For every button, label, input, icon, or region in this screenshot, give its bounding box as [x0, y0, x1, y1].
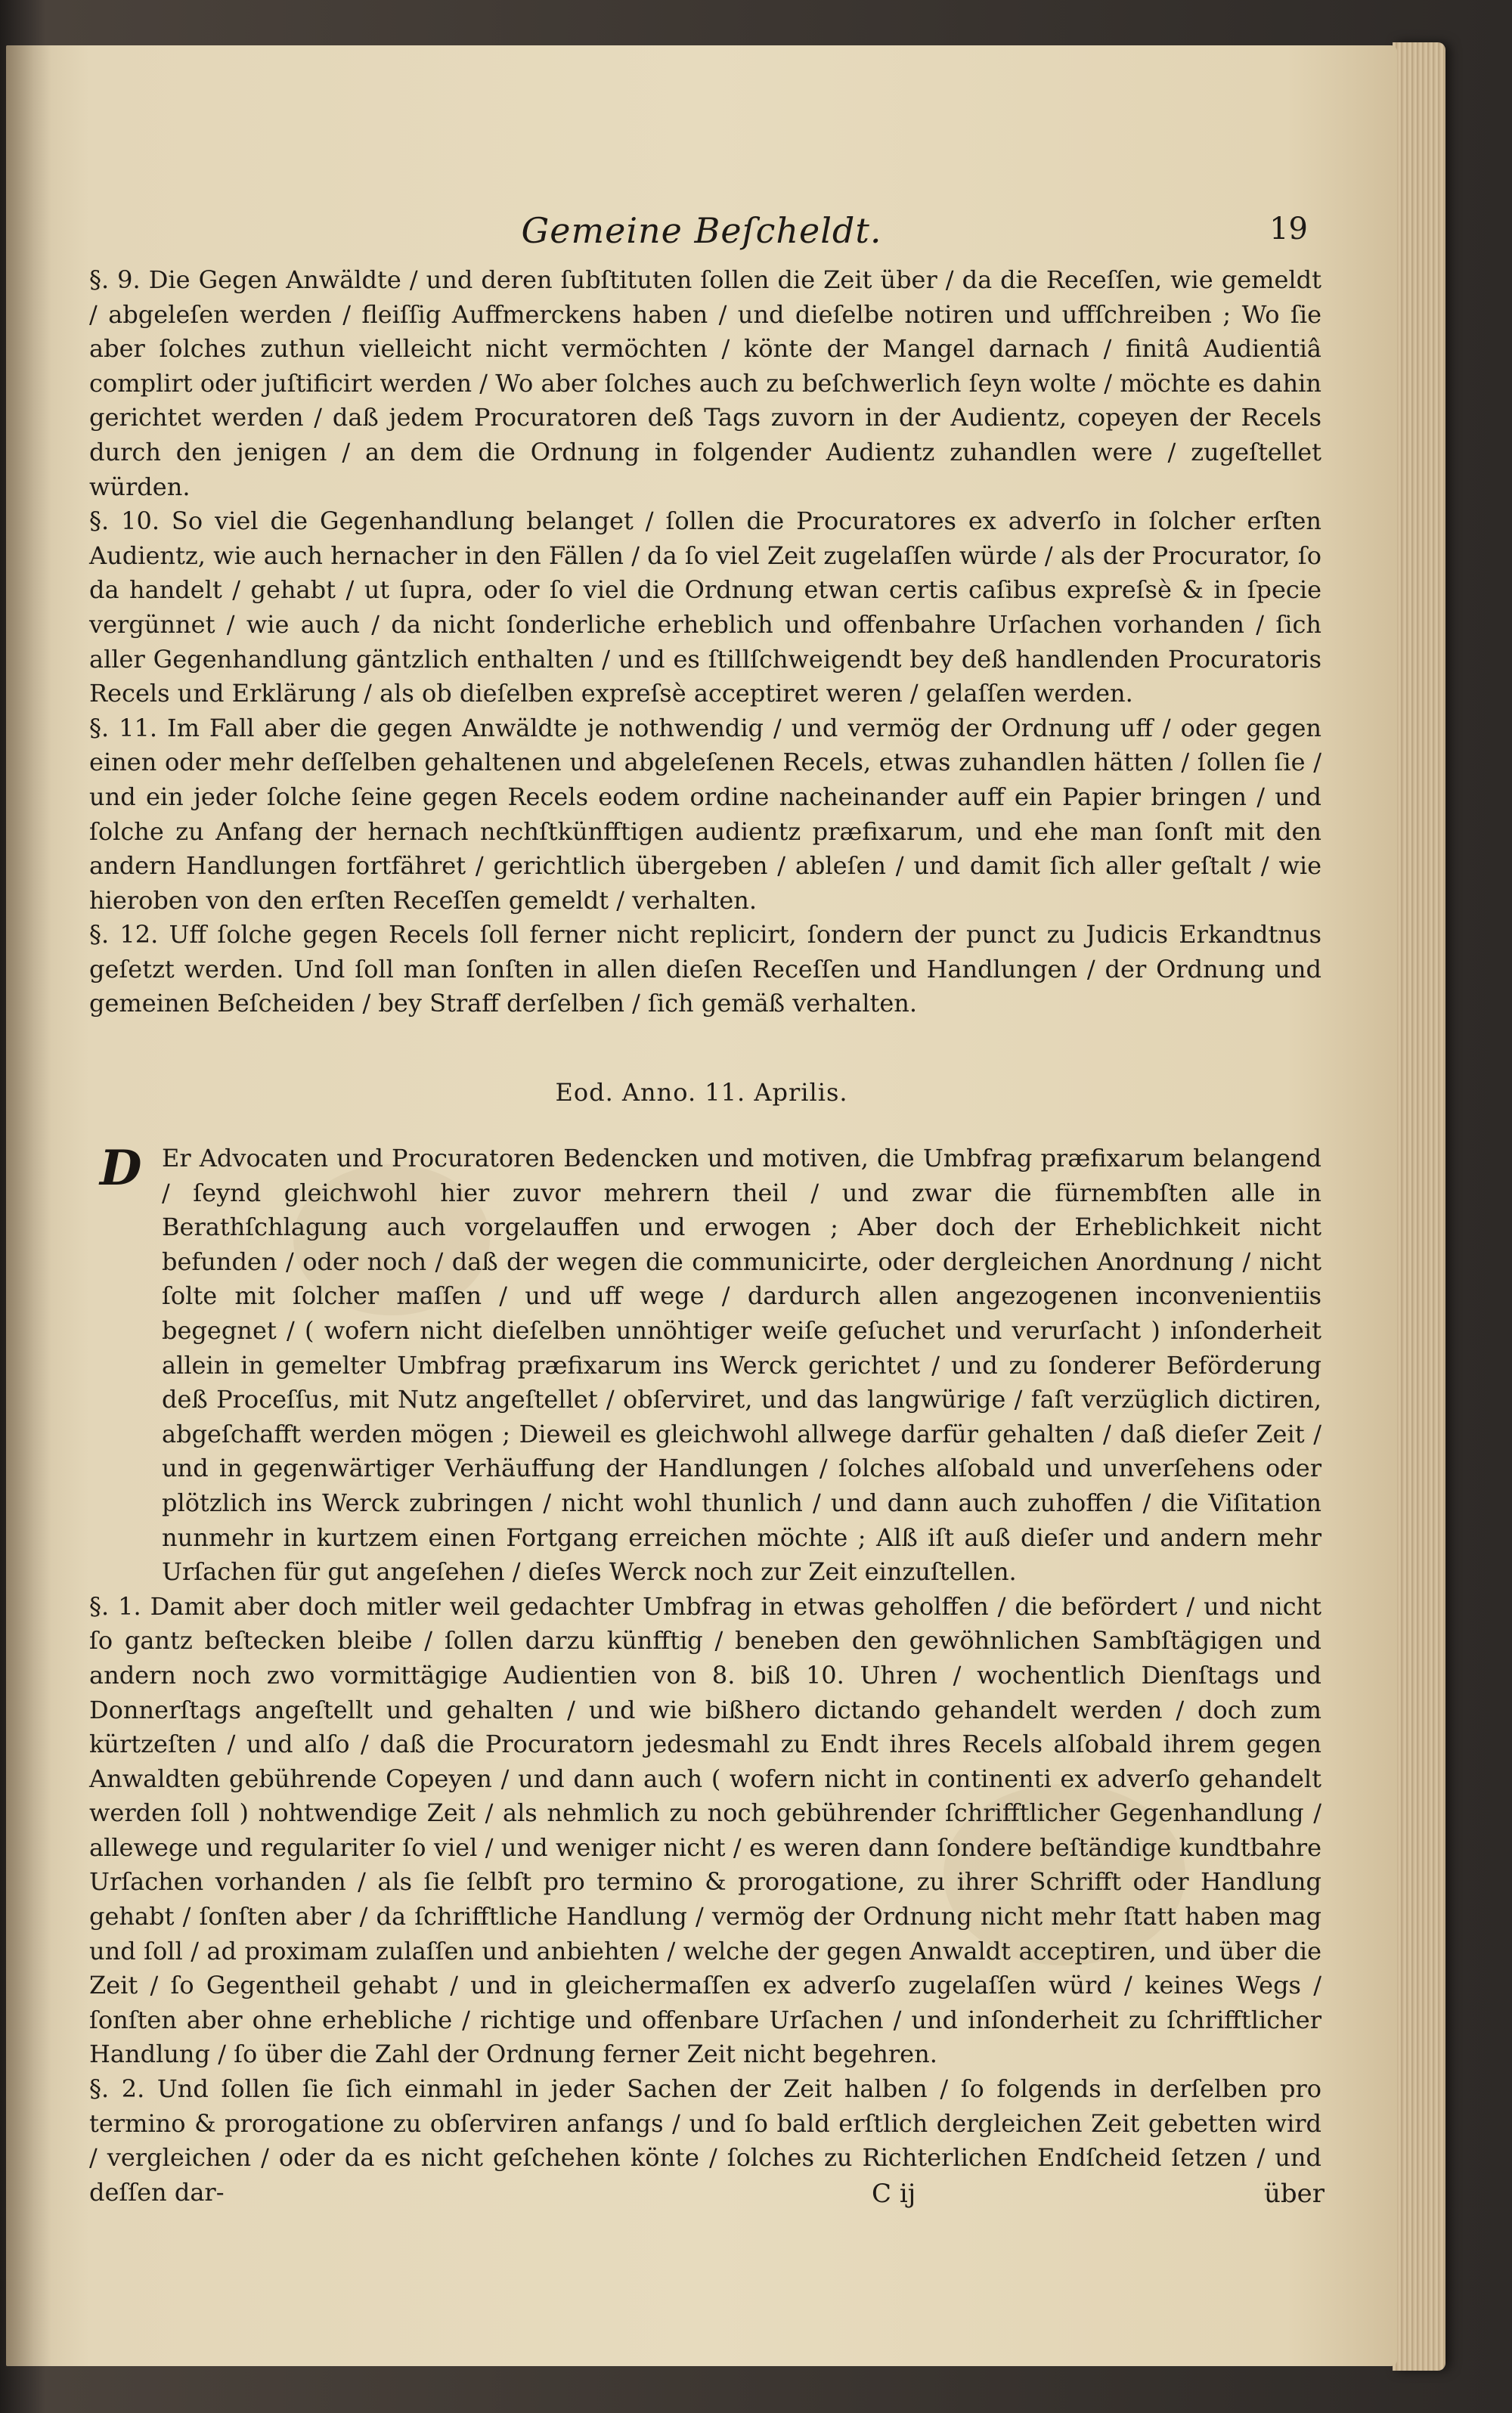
page-number: 19 [1269, 212, 1308, 246]
paragraph-section-2: §. 2. Und ſollen ſie ſich einmahl in jeder Sachen der Zeit halben / ſo folgends in derſelben pro termino & prorogatione zu obſerviren anfangs / und ſo bald erſtlich dergleichen Zeit gebetten wird / vergleichen / oder da es nicht geſchehen könte / ſolches zu Richterlichen Endſcheid ſetzen / und deſſen dar- [89, 2074, 1321, 2207]
page-header [82, 210, 1321, 256]
book-page [6, 45, 1397, 2366]
paragraph-section-10: §. 10. So viel die Gegenhandlung belanget / ſollen die Procuratores ex adverſo in ſolcher erſten Audientz, wie auch hernacher in den Fällen / da ſo viel Zeit zugelaſſen würde / als der Procurator, ſo da handelt / gehabt / ut ſupra, oder ſo viel die Ordnung etwan certis caſibus expreſsè & in ſpecie vergünnet / wie auch / da nicht ſonderliche erheblich und offenbahre Urſachen vorhanden / ſich aller Gegenhandlung gäntzlich enthalten / und es ſtillſchweigendt bey deß handlenden Procuratoris Recels und Erklärung / als ob dieſelben expreſsè acceptiret weren / gelaſſen werden. [89, 506, 1321, 708]
top-text-block [89, 263, 1321, 1021]
paragraph-section-9: §. 9. Die Gegen Anwäldte / und deren ſubſtituten ſollen die Zeit über / da die Receſſen, wie gemeldt / abgeleſen werden / fleiſſig Auffmerckens haben / und dieſelbe notiren und uffſchreiben ; Wo ſie aber ſolches zuthun vielleicht nicht vermöchten / könte der Mangel darnach / finitâ Audientiâ complirt oder juſtificirt werden / Wo aber ſolches auch zu beſchwerlich ſeyn wolte / möchte es dahin gerichtet werden / daß jedem Procuratoren deß Tags zuvorn in der Audientz, copeyen der Recels durch den jenigen / an dem die Ordnung in folgender Audientz zuhandlen were / zugeſtellet würden. [89, 265, 1321, 501]
opening-paragraph: Er Advocaten und Procuratoren Bedencken und motiven, die Umbfrag præfixarum belangend / ſeynd gleichwohl hier zuvor mehrern theil / und zwar die fürnembſten alle in Berathſchlagung auch vorgelauffen und erwogen ; Aber doch der Erheblichkeit nicht befunden / oder noch / daß der wegen die communicirte, oder dergleichen Anordnung / nicht ſolte mit ſolcher maſſen / und uff wege / dardurch allen angezogenen inconvenientiis begegnet / ( wofern nicht dieſelben unnöhtiger weiſe geſuchet und verurſacht ) inſonderheit allein in gemelter Umbfrag præfixarum ins Werck gerichtet / und zu ſonderer Beförderung deß Proceſſus, mit Nutz angeſtellet / obſerviret, und das langwürige / faſt verzüglich dictiren, abgeſchafft werden mögen ; Dieweil es gleichwohl allwege darfür gehalten / daß dieſer Zeit / und in gegenwärtiger Verhäuffung der Handlungen / ſolches alſobald und unverſehens oder plötzlich ins Werck zubringen / nicht wohl thunlich / und dann auch zuhoffen / die Viſitation nunmehr in kurtzem einen Fortgang erreichen möchte ; Alß iſt auß dieſer und andern mehr Urſachen für gut angeſehen / dieſes Werck noch zur Zeit einzuſtellen. [162, 1144, 1321, 1587]
signature-mark: C ij [872, 2179, 916, 2209]
page-edges [1393, 42, 1445, 2371]
paragraph-section-11: §. 11. Im Fall aber die gegen Anwäldte je nothwendig / und vermög der Ordnung uff / oder gegen einen oder mehr deſſelben gehaltenen und abgeleſenen Recels, etwas zuhandlen hätten / ſollen ſie / und ein jeder ſolche ſeine gegen Recels eodem ordine nacheinander auff ein Papier bringen / und ſolche zu Anfang der hernach nechſtkünfftigen audientz præfixarum, und ehe man ſonſt mit den andern Handlungen fortfähret / gerichtlich übergeben / ableſen / und damit ſich aller geſtalt / wie hieroben von den erſten Receſſen gemeldt / verhalten. [89, 713, 1321, 915]
decorated-initial: D [100, 1140, 142, 1197]
paragraph-section-12: §. 12. Uff ſolche gegen Recels ſoll ferner nicht replicirt, ſondern der punct zu Judicis Erkandtnus geſetzt werden. Und ſoll man ſonſten in allen dieſen Receſſen und Handlungen / der Ordnung und gemeinen Beſcheiden / bey Straff derſelben / ſich gemäß verhalten. [89, 920, 1321, 1018]
bottom-text-block [89, 1141, 1321, 2210]
running-head: Gemeine Beſcheldt. [521, 210, 882, 251]
catchword: über [1263, 2179, 1325, 2209]
page-footer [6, 2179, 1397, 2216]
date-heading: Eod. Anno. 11. Aprilis. [555, 1078, 848, 1107]
paragraph-section-1: §. 1. Damit aber doch mitler weil gedachter Umbfrag in etwas geholffen / die befördert / und nicht ſo gantz beſtecken bleibe / ſollen darzu künfftig / beneben den gewöhnlichen Sambſtägigen und andern noch zwo vormittägige Audientien von 8. biß 10. Uhren / wochentlich Dienſtags und Donnerſtags angeſtellt und gehalten / und wie bißhero dictando gehandelt werden / doch zum kürtzeſten / und alſo / daß die Procuratorn jedesmahl zu Endt ihres Recels alſobald ihrem gegen Anwaldten gebührende Copeyen / und dann auch ( wofern nicht in continenti ex adverſo gehandelt werden ſoll ) nohtwendige Zeit / als nehmlich zu noch gebührender ſchrifftlicher Gegenhandlung / allewege und regulariter ſo viel / und weniger nicht / es weren dann ſondere beſtändige kundtbahre Urſachen vorhanden / als ſie ſelbſt pro termino & prorogatione, zu ihrer Schrifft oder Handlung gehabt / ſonſten aber / da ſchrifftliche Handlung / vermög der Ordnung nicht mehr ſtatt haben mag und ſoll / ad proximam zulaſſen und anbiehten / welche der gegen Anwaldt acceptiren, und über die Zeit / ſo Gegentheil gehabt / und in gleichermaſſen ex adverſo zugelaſſen würd / keines Wegs / ſonſten aber ohne erhebliche / richtige und offenbare Urſachen / und inſonderheit zu ſchrifftlicher Handlung / ſo über die Zahl der Ordnung ferner Zeit nicht begehren. [89, 1591, 1321, 2069]
